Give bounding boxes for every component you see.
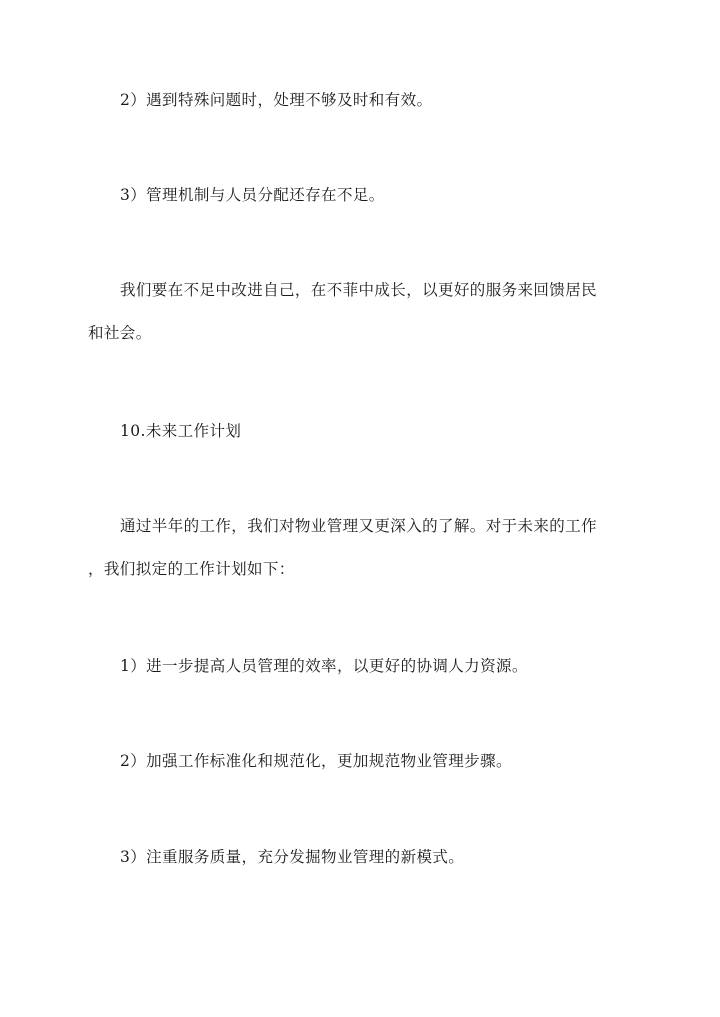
plan-item-2: 2）加强工作标准化和规范化，更加规范物业管理步骤。 bbox=[120, 752, 512, 770]
issue-item-3: 3）管理机制与人员分配还存在不足。 bbox=[120, 186, 385, 204]
issue-item-2: 2）遇到特殊问题时，处理不够及时和有效。 bbox=[120, 91, 433, 109]
section-heading: 10.未来工作计划 bbox=[120, 422, 242, 440]
intro-paragraph-line-2: ，我们拟定的工作计划如下： bbox=[88, 560, 295, 578]
improvement-paragraph-line-1: 我们要在不足中改进自己，在不菲中成长，以更好的服务来回馈居民 bbox=[120, 281, 598, 299]
improvement-paragraph-line-2: 和社会。 bbox=[88, 324, 152, 342]
plan-item-3: 3）注重服务质量，充分发掘物业管理的新模式。 bbox=[120, 848, 465, 866]
plan-item-1: 1）进一步提高人员管理的效率，以更好的协调人力资源。 bbox=[120, 657, 528, 675]
intro-paragraph-line-1: 通过半年的工作，我们对物业管理又更深入的了解。对于未来的工作 bbox=[120, 517, 598, 535]
